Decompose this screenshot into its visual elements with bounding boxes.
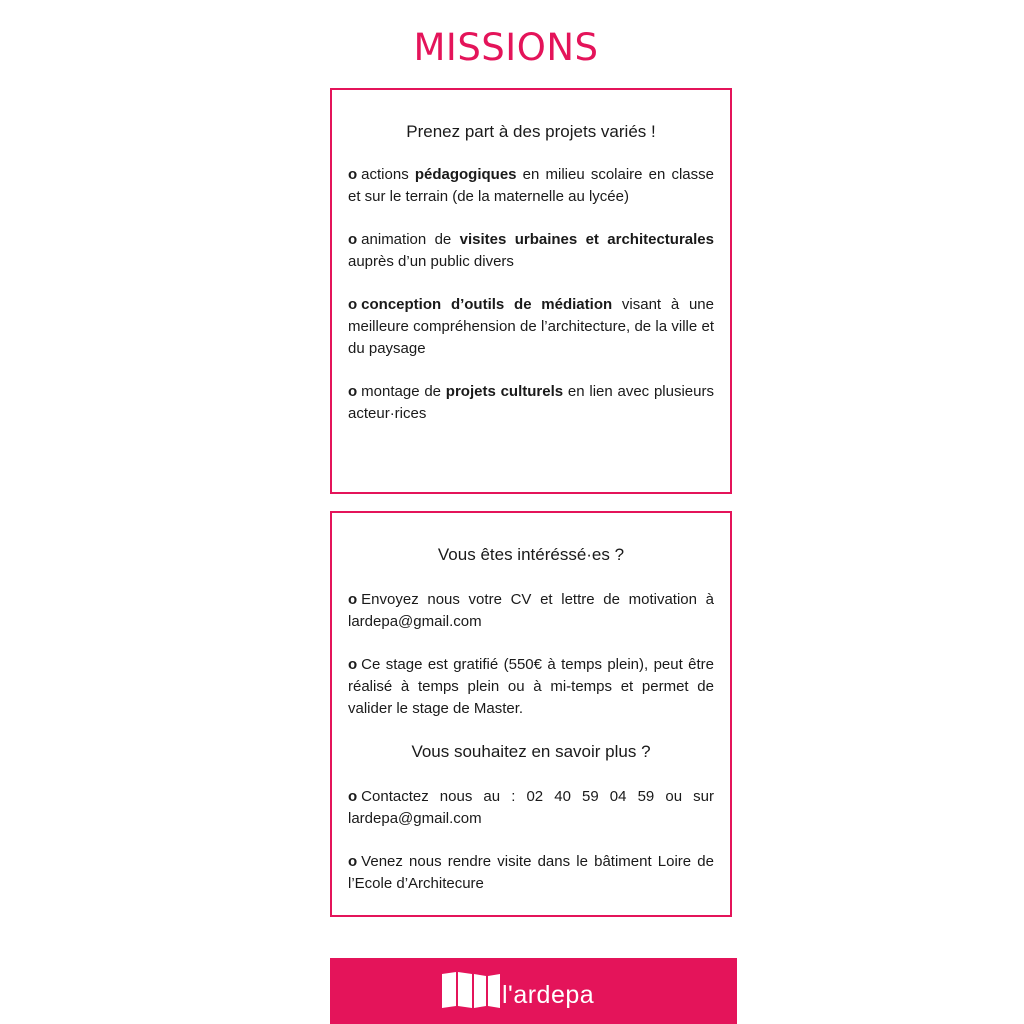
mission-item (348, 164, 714, 208)
item-emphasis: conception d’outils de médiation (361, 296, 613, 313)
more-info-heading: Vous souhaitez en savoir plus ? (411, 742, 651, 761)
item-text: visant à une meilleure compréhension de l’architecture, de la ville et du paysage (348, 296, 714, 357)
bullet-marker: o (348, 656, 358, 673)
item-text: actions (361, 166, 415, 183)
footer-banner (330, 958, 737, 1024)
contact-item (348, 786, 714, 830)
bullet-marker: o (348, 591, 358, 608)
item-text: en milieu scolaire en classe et sur le terrain (de la maternelle au lycée) (348, 166, 714, 205)
bullet-marker: o (348, 383, 358, 400)
contact-box (330, 511, 732, 917)
mission-item (348, 229, 714, 273)
item-text: animation de (361, 231, 460, 248)
logo-wordmark: l'ardepa (502, 981, 595, 1009)
item-text: en lien avec plusieurs acteur·rices (348, 383, 714, 422)
missions-box (330, 88, 732, 494)
item-text: auprès d’un public divers (348, 253, 514, 270)
item-emphasis: pédagogiques (414, 166, 517, 183)
ardepa-logo (442, 970, 594, 1010)
mission-item (348, 381, 714, 425)
contact-item (348, 589, 714, 633)
page-title: MISSIONS (413, 26, 599, 69)
bullet-marker: o (348, 231, 358, 248)
contact-item (348, 654, 714, 720)
mission-item (348, 294, 714, 360)
item-text: Contactez nous au : 02 40 59 04 59 ou sur lardepa@gmail.com (348, 788, 714, 827)
bullet-marker: o (348, 788, 358, 805)
bullet-marker: o (348, 296, 358, 313)
item-text: Venez nous rendre visite dans le bâtiment Loire de l’Ecole d’Architecure (348, 853, 714, 892)
interest-heading: Vous êtes intéréssé·es ? (437, 545, 625, 564)
item-text: Envoyez nous votre CV et lettre de motivation à lardepa@gmail.com (348, 591, 714, 630)
bullet-marker: o (348, 166, 358, 183)
contact-item (348, 851, 714, 895)
item-text: Ce stage est gratifié (550€ à temps plein), peut être réalisé à temps plein ou à mi-temps et permet de valider le stage de Master. (348, 656, 714, 717)
item-text: montage de (361, 383, 446, 400)
missions-heading: Prenez part à des projets variés ! (406, 122, 656, 141)
item-emphasis: visites urbaines et architecturales (459, 231, 714, 248)
bullet-marker: o (348, 853, 358, 870)
ardepa-logo-icon (442, 970, 500, 1010)
item-emphasis: projets culturels (445, 383, 564, 400)
